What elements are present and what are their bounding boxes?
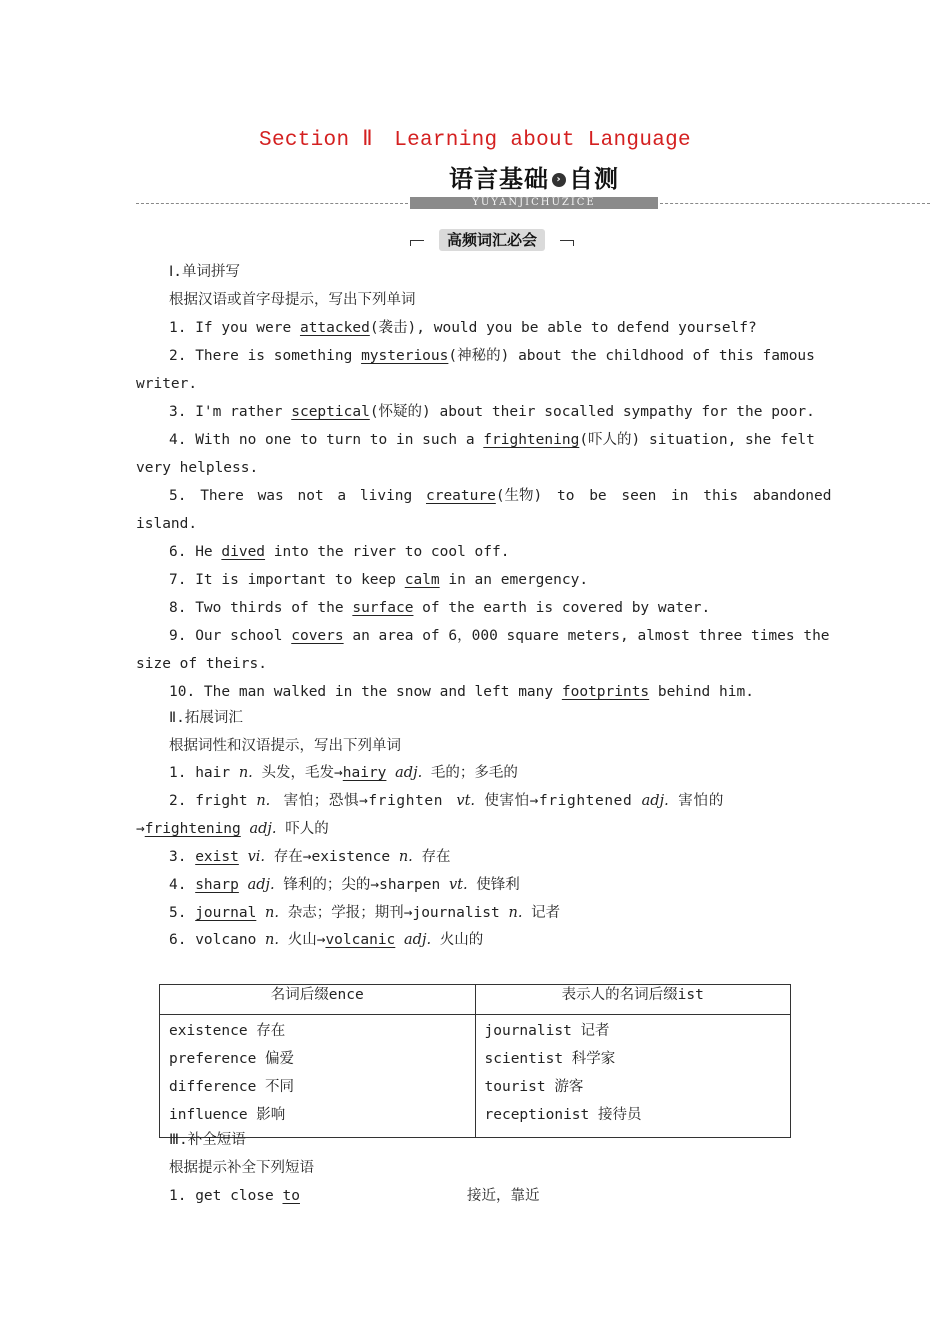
divider-left [136,203,408,204]
list-item: existence 存在 [169,1023,286,1039]
expansion-answer-2: frightening [144,821,241,837]
list-item: difference 不同 [169,1079,295,1095]
answer-4: frightening [483,432,580,448]
list-item: tourist 游客 [484,1079,584,1095]
expansion-answer-5: journal [195,905,257,921]
subhead-rule-left [410,240,424,241]
answer-1: attacked [299,320,370,336]
question-4-cont: very helpless. [136,460,259,476]
question-5-cont: island. [136,516,198,532]
phrase-answer-1: to [282,1188,300,1204]
subhead-label [410,229,574,251]
expansion-4: 4. sharp adj. 锋利的；尖的→sharpen vt. 使锋利 [169,877,520,893]
question-10: 10. The man walked in the snow and left many footprints behind him. [169,684,754,700]
expansion-answer-3: exist [195,849,239,865]
subhead-tick-right [573,240,574,246]
chevron-right-icon: › [552,173,566,187]
section-banner [410,162,658,210]
subhead-rule-right [560,240,574,241]
part1-heading: Ⅰ.单词拼写 [169,264,241,280]
answer-8: surface [352,600,414,616]
question-1: 1. If you were attacked(袭击), would you be able to defend yourself? [169,320,757,336]
answer-6: dived [221,544,266,560]
answer-2: mysterious [361,348,449,364]
answer-3: sceptical [291,404,370,420]
question-4: 4. With no one to turn to in such a frightening(吓人的) situation, she felt [169,432,815,448]
table-header-row [160,985,791,1015]
part1-instruction: 根据汉语或首字母提示，写出下列单词 [169,292,416,308]
section-title: Section Ⅱ Learning about Language [259,129,691,152]
part2-instruction: 根据词性和汉语提示，写出下列单词 [169,738,401,754]
question-9: 9. Our school covers an area of 6，000 square meters, almost three times the [169,628,830,644]
banner-title [410,162,658,196]
suffix-table [159,984,791,1138]
part3-instruction: 根据提示补全下列短语 [169,1160,314,1176]
answer-7: calm [404,572,440,588]
answer-5: creature [425,488,496,504]
table-header-ence: 名词后缀ence [160,985,476,1015]
part3-heading: Ⅲ.补全短语 [169,1132,246,1148]
subhead-text: 高频词汇必会 [439,229,545,251]
expansion-5: 5. journal n. 杂志；学报；期刊→journalist n. 记者 [169,905,561,921]
banner-title-left: 语言基础 [449,165,549,193]
list-item: influence 影响 [169,1107,286,1123]
question-9-cont: size of theirs. [136,656,267,672]
expansion-answer-1: hairy [342,765,387,781]
expansion-1: 1. hair n. 头发，毛发→hairy adj. 毛的；多毛的 [169,765,518,781]
phrase-1-meaning: 接近，靠近 [467,1188,540,1204]
question-5: 5. There was not a living creature(生物) to be seen in this abandoned [169,488,832,504]
question-6: 6. He dived into the river to cool off. [169,544,510,560]
list-item: journalist 记者 [484,1023,610,1039]
divider-right [660,203,930,204]
expansion-2-cont: →frightening adj. 吓人的 [136,821,329,837]
table-cell-ence [160,1015,476,1138]
list-item: receptionist 接待员 [484,1107,642,1123]
expansion-6: 6. volcano n. 火山→volcanic adj. 火山的 [169,932,484,948]
answer-9: covers [291,628,344,644]
phrase-1: 1. get close to [169,1188,300,1204]
banner-title-right: 自测 [569,165,619,193]
question-2-cont: writer. [136,376,198,392]
expansion-2: 2. fright n. 害怕；恐惧→frighten vt. 使害怕→frightened adj. 害怕的 [169,793,725,809]
expansion-answer-4: sharp [195,877,239,893]
question-3: 3. I'm rather sceptical(怀疑的) about their socalled sympathy for the poor. [169,404,815,420]
question-7: 7. It is important to keep calm in an emergency. [169,572,589,588]
table-cell-ist [475,1015,791,1138]
subhead-tick-left [410,240,411,246]
table-row [160,1015,791,1138]
part2-heading: Ⅱ.拓展词汇 [169,710,243,726]
expansion-3: 3. exist vi. 存在→existence n. 存在 [169,849,451,865]
question-2: 2. There is something mysterious(神秘的) about the childhood of this famous [169,348,815,364]
list-item: preference 偏爱 [169,1051,295,1067]
table-header-ist: 表示人的名词后缀ist [475,985,791,1015]
expansion-answer-6: volcanic [325,932,396,948]
question-8: 8. Two thirds of the surface of the earth is covered by water. [169,600,711,616]
answer-10: footprints [561,684,650,700]
list-item: scientist 科学家 [484,1051,616,1067]
banner-subtitle: YUYANJICHUZICE [410,197,658,209]
